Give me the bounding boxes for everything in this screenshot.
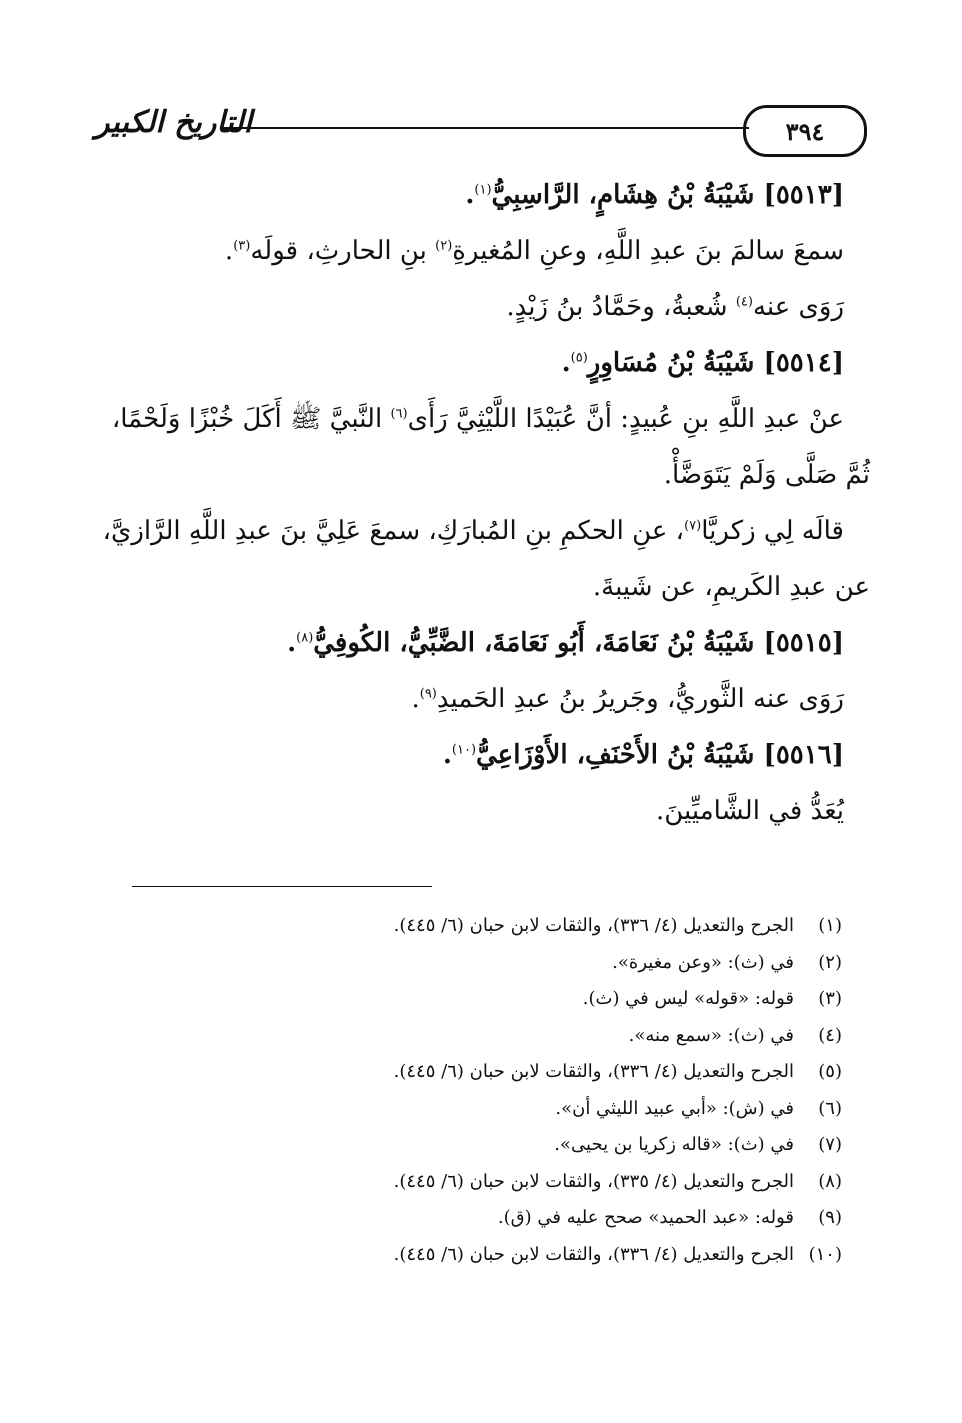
footnote bbox=[120, 1164, 842, 1201]
footnote-text: في (ش): «أبي عبيد الليثي أن». bbox=[555, 1097, 794, 1119]
footnote-text: الجرح والتعديل (٤/ ٣٣٦)، والثقات لابن حبان (٦/ ٤٤٥). bbox=[393, 1061, 794, 1082]
footnote bbox=[120, 1091, 842, 1128]
entry-line: قالَه لِي زكريَّا$^{(٧)}$، عنِ الحكمِ بنِ المُبارَكِ، سمعَ عَلِيَّ بنَ عبدِ اللَّهِ الرَّازيَّ، bbox=[102, 516, 844, 546]
footnote-number: (٨) bbox=[818, 1170, 842, 1192]
entry-line: عنْ عبدِ اللَّهِ بنِ عُبيدٍ: أنَّ عُبَيْدًا اللَّيْثِيَّ رَأَى$^{(٦)}$ النَّبيَّ ﷺ أَكَلَ خُبْزًا وَلَحْمًا، bbox=[111, 404, 844, 434]
page-number: ٣٩٤ bbox=[785, 116, 825, 146]
footnote bbox=[120, 1127, 842, 1164]
footnotes bbox=[120, 908, 842, 1273]
entry-line: ثُمَّ صَلَّى وَلَمْ يَتَوَضَّأْ. bbox=[663, 460, 870, 490]
footnote-ref: (٢) bbox=[435, 238, 453, 254]
footnote bbox=[120, 1018, 842, 1055]
footnote bbox=[120, 1054, 842, 1091]
footnote-ref: (١) bbox=[474, 182, 492, 198]
footnote-text: الجرح والتعديل (٤/ ٣٣٦)، والثقات لابن حبان (٦/ ٤٤٥). bbox=[393, 1243, 794, 1265]
footnote-number: (٣) bbox=[818, 988, 842, 1009]
footnote-text: في (ث): «قاله زكريا بن يحيى». bbox=[554, 1134, 794, 1155]
main-text bbox=[102, 167, 870, 839]
footnote-number: (٤) bbox=[818, 1024, 842, 1046]
header-rule bbox=[223, 127, 749, 129]
footnote-number: (١٠) bbox=[808, 1243, 842, 1265]
footnote-number: (٧) bbox=[818, 1134, 842, 1155]
footnote bbox=[120, 981, 842, 1018]
entry-heading: [٥٥١٤] شَيْبَةُ بْنُ مُسَاوِرٍ$^{(٥)}$. bbox=[561, 348, 844, 378]
footnote-number: (٥) bbox=[818, 1061, 842, 1082]
footnote-ref: (٧) bbox=[684, 518, 702, 534]
footnote-number: (١) bbox=[818, 915, 842, 936]
footnote-number: (٩) bbox=[818, 1207, 842, 1228]
entry-line: سمعَ سالمَ بنَ عبدِ اللَّهِ، وعنِ المُغيرةِ$^{(٢)}$ بنِ الحارثِ، قولَه$^{(٣)}$. bbox=[224, 236, 844, 266]
entry-heading: [٥٥١٣] شَيْبَةُ بْنُ هِشَامٍ، الرَّاسِبِيُّ$^{(١)}$. bbox=[465, 180, 844, 210]
footnote-text: الجرح والتعديل (٤/ ٣٣٦)، والثقات لابن حبان (٦/ ٤٤٥). bbox=[393, 915, 794, 936]
entry-heading: [٥٥١٦] شَيْبَةُ بْنُ الأَحْنَفِ، الأَوْزَاعِيُّ$^{(١٠)}$. bbox=[442, 740, 844, 770]
footnote-divider bbox=[132, 886, 432, 887]
footnote bbox=[120, 1200, 842, 1237]
footnote-ref: (٩) bbox=[419, 686, 437, 702]
entry-heading: [٥٥١٥] شَيْبَةُ بْنُ نَعَامَةَ، أَبُو نَعَامَةَ، الضَّبِّيُّ، الكُوفِيُّ$^{(٨)}$. bbox=[287, 628, 844, 658]
entry-line: رَوَى عنه$^{(٤)}$ شُعبةُ، وحَمَّادُ بنُ زَيْدٍ. bbox=[506, 292, 844, 322]
page-header bbox=[95, 105, 867, 165]
footnote-ref: (٨) bbox=[296, 630, 314, 646]
footnote-text: قوله: «عبد الحميد» صحح عليه في (ق). bbox=[497, 1207, 794, 1228]
footnote-number: (٢) bbox=[818, 951, 842, 973]
footnote-ref: (٦) bbox=[390, 406, 408, 422]
footnote bbox=[120, 1237, 842, 1274]
entry-line: رَوَى عنه الثَّوريُّ، وجَريرُ بنُ عبدِ الحَميدِ$^{(٩)}$. bbox=[411, 684, 844, 714]
footnote-text: قوله: «قوله» ليس في (ث). bbox=[582, 988, 794, 1009]
entry-line: يُعَدُّ في الشَّاميِّينَ. bbox=[656, 796, 844, 826]
footnote-text: الجرح والتعديل (٤/ ٣٣٥)، والثقات لابن حبان (٦/ ٤٤٥). bbox=[393, 1170, 794, 1192]
page-number-badge bbox=[743, 105, 867, 157]
entry-line: عن عبدِ الكَريمِ، عن شَيبةَ. bbox=[592, 572, 870, 602]
footnote bbox=[120, 945, 842, 982]
footnote-ref: (٣) bbox=[233, 238, 251, 254]
footnote-ref: (٥) bbox=[570, 350, 588, 366]
footnote-text: في (ث): «سمع منه». bbox=[628, 1024, 794, 1046]
footnote-ref: (١٠) bbox=[451, 742, 477, 758]
footnote-number: (٦) bbox=[818, 1097, 842, 1119]
footnote-ref: (٤) bbox=[735, 294, 753, 310]
book-title: التاريخ الكبير bbox=[95, 105, 253, 140]
footnote-text: في (ث): «وعن مغيرة». bbox=[612, 951, 794, 973]
footnote bbox=[120, 908, 842, 945]
